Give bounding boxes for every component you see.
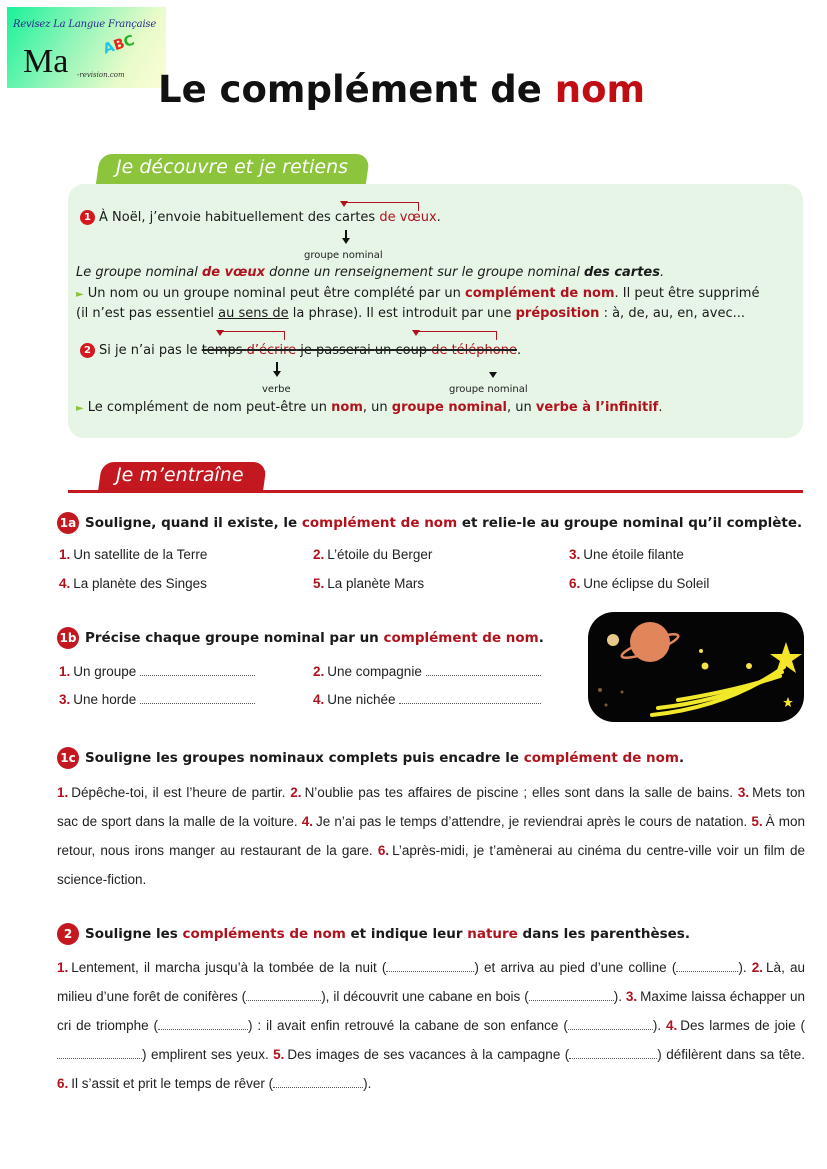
planet-saturn-icon — [620, 622, 680, 662]
exercise-1a-item: 4. La planète des Singes — [59, 576, 207, 591]
example-badge: 1 — [80, 210, 95, 225]
exercise-2-text: 1. Lentement, il marcha jusqu’à la tombée de la nuit ( ) et arriva au pied d’une colline ( ). 2. Là, au milieu d’une forêt de conifères ( ), il découvrit une cabane en bois ( ). 3. Maxime laissa échapper un cri de triomphe ( ) : il avait enfin retrouvé la cabane de son enfance ( ). 4. Des larmes de joie () emplirent ses yeux. 5. Des images de ses vacances à la campagne ( ) défilèrent dans sa tête. 6. Il s’assit et prit le temps de rêver ( ). — [57, 960, 805, 1091]
link-bracket — [416, 331, 497, 340]
space-illustration — [588, 612, 804, 722]
exercise-1a-item: 6. Une éclipse du Soleil — [569, 576, 710, 591]
bracket-arrow-icon — [216, 330, 224, 336]
page-title — [158, 68, 645, 111]
logo-tagline: Revisez La Langue Française — [13, 19, 157, 30]
annotation-verbe: verbe — [262, 384, 291, 395]
answer-blank[interactable] — [140, 675, 255, 676]
annotation-groupe-nominal: groupe nominal — [304, 250, 383, 261]
exercise-badge: 1c — [57, 747, 79, 769]
answer-blank[interactable] — [529, 1000, 614, 1001]
exercise-1b-item: 1. Un groupe — [59, 664, 255, 679]
exercise-1b-item: 4. Une nichée — [313, 692, 541, 707]
answer-blank[interactable] — [386, 971, 474, 972]
practice-tab-label: Je m’entraîne — [116, 464, 244, 486]
answer-blank[interactable] — [399, 703, 541, 704]
exercise-1a-instruction: 1a Souligne, quand il existe, le complément de nom et relie-le au groupe nominal qu’il complète. — [57, 512, 802, 534]
answer-blank[interactable] — [246, 1000, 321, 1001]
answer-blank[interactable] — [273, 1087, 363, 1088]
small-star-icon — [783, 697, 793, 707]
title-main: Le complément de — [158, 68, 555, 111]
exercise-1a-item: 5. La planète Mars — [313, 576, 425, 591]
exercise-2-instruction: 2 Souligne les compléments de nom et indique leur nature dans les parenthèses. — [57, 923, 690, 945]
link-bracket — [220, 331, 285, 340]
rule-1-line-2: (il n’est pas essentiel au sens de la phrase). Il est introduit par une préposition : à, de, au, en, avec... — [76, 306, 746, 321]
arrow-down-icon — [342, 238, 350, 244]
example-1: 1 À Noël, j’envoie habituellement des cartes de vœux. — [80, 210, 441, 225]
example-badge: 2 — [80, 343, 95, 358]
exercise-1a-item: 1. Un satellite de la Terre — [59, 547, 208, 562]
exercise-badge: 1b — [57, 627, 79, 649]
explanation: Le groupe nominal de vœux donne un renseignement sur le groupe nominal des cartes. — [76, 265, 665, 280]
answer-blank[interactable] — [158, 1029, 248, 1030]
annotation-groupe-nominal: groupe nominal — [449, 384, 528, 395]
exercise-badge: 1a — [57, 512, 79, 534]
site-logo — [7, 7, 166, 88]
exercise-1b-item: 3. Une horde — [59, 692, 255, 707]
triangle-bullet-icon: ► — [76, 403, 84, 414]
answer-blank[interactable] — [426, 675, 541, 676]
exercise-1a-item: 2. L’étoile du Berger — [313, 547, 433, 562]
bracket-arrow-icon — [340, 201, 348, 207]
exercise-1c-text: 1. Dépêche-toi, il est l’heure de partir. 2. N’oublie pas tes affaires de piscine ; elles sont dans la salle de bains. 3. Mets ton sac de sport dans la malle de la voiture. 4. Je n’ai pas le temps d’attendre, je reviendrai après le cours de natation. 5. À mon retour, nous irons manger au restaurant de la gare. 6. L’après-midi, je t’amènerai au cinéma du centre-ville voir un film de science-fiction. — [57, 785, 805, 887]
triangle-bullet-icon: ► — [76, 289, 84, 300]
exercise-1a-item: 3. Une étoile filante — [569, 547, 684, 562]
bracket-arrow-icon — [412, 330, 420, 336]
exercise-1b-instruction: 1b Précise chaque groupe nominal par un complément de nom. — [57, 627, 544, 649]
answer-blank[interactable] — [569, 1058, 657, 1059]
answer-blank[interactable] — [140, 703, 255, 704]
answer-blank[interactable] — [568, 1029, 653, 1030]
star-icon — [770, 642, 802, 673]
rule-1-line-1: ► Un nom ou un groupe nominal peut être complété par un complément de nom. Il peut être supprimé — [76, 286, 760, 301]
moon-icon — [607, 634, 619, 646]
arrow-down-icon — [273, 371, 281, 377]
discover-tab-label: Je découvre et je retiens — [116, 156, 349, 178]
space-drawing — [588, 612, 804, 722]
rule-2: ► Le complément de nom peut-être un nom, un groupe nominal, un verbe à l’infinitif. — [76, 400, 663, 415]
title-highlight: nom — [554, 68, 646, 111]
logo-domain: -revision.com — [77, 71, 125, 79]
exercise-1b-item: 2. Une compagnie — [313, 664, 541, 679]
comet-tail-icon — [652, 667, 784, 715]
exercise-badge: 2 — [57, 923, 79, 945]
example-2: 2 Si je n’ai pas le temps d’écrire je passerai un coup de téléphone. — [80, 343, 521, 358]
logo-brand: Ma — [23, 43, 69, 80]
answer-blank[interactable] — [57, 1058, 142, 1059]
arrow-down-icon — [489, 372, 497, 378]
exercise-1c-instruction: 1c Souligne les groupes nominaux complets puis encadre le complément de nom. — [57, 747, 684, 769]
logo-abc: ABC — [101, 32, 137, 58]
answer-blank[interactable] — [676, 971, 738, 972]
